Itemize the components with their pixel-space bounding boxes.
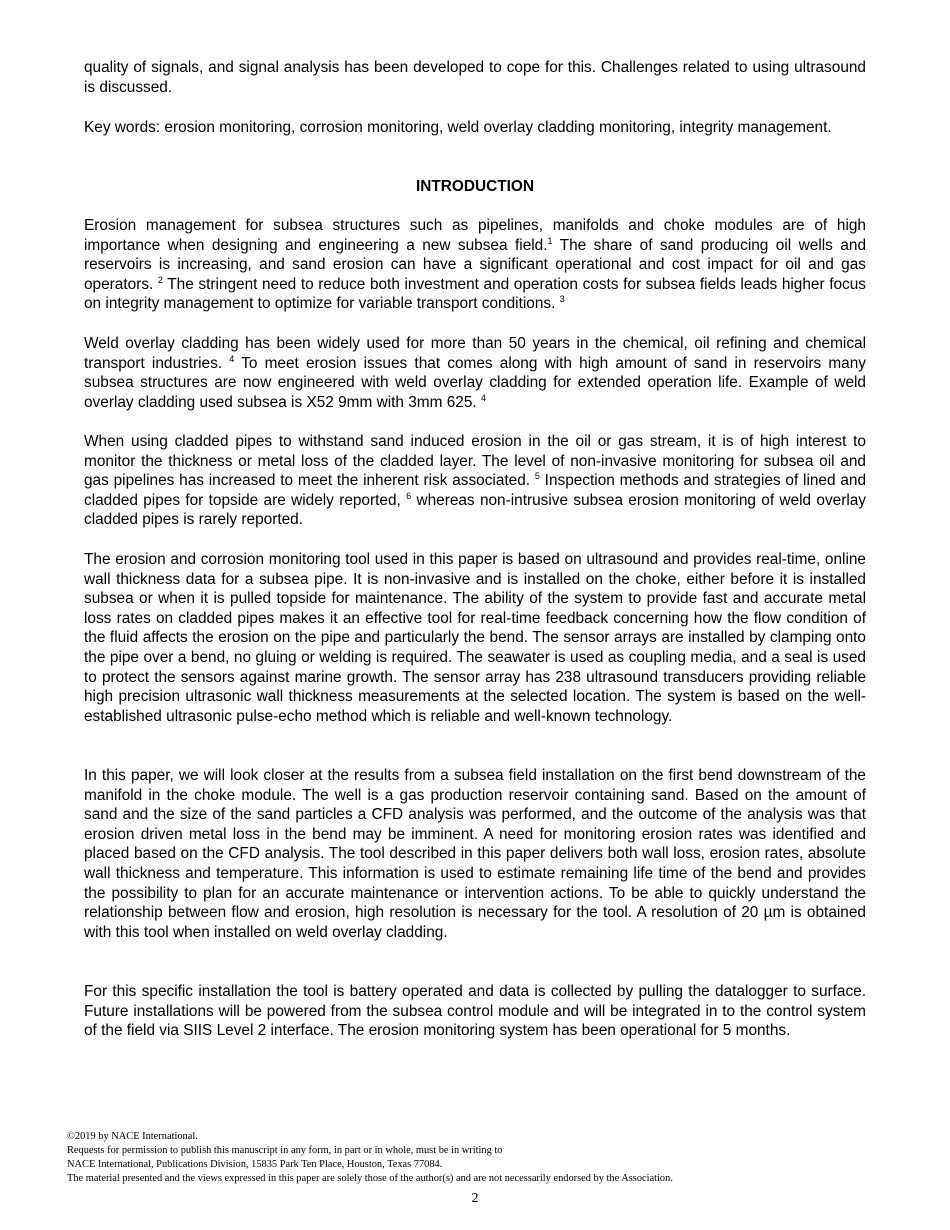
citation-3: 3 (559, 294, 565, 305)
paragraph-intro-6: For this specific installation the tool is battery operated and data is collected by pulling the datalogger to surface. Future installations will be powered from the subsea control module and will be integrated in to the control system of the field via SIIS Level 2 interface. The erosion monitoring system has been operational for 5 months. (84, 983, 866, 1040)
paragraph-intro-5: In this paper, we will look closer at the results from a subsea field installation on the first bend downstream of the manifold in the choke module. The well is a gas production reservoir containing sand. Based on the amount of sand and the size of the sand particles a CFD analysis was performed, and the outcome of the analysis was that erosion driven metal loss in the bend may be imminent. A need for monitoring erosion rates was identified and placed based on the CFD analysis. The tool described in this paper delivers both wall loss, erosion rates, absolute wall thickness and temperature. This information is used to estimate remaining life time of the bend and provides the possibility to plan for an accurate maintenance or intervention actions. To be able to quickly understand the relationship between flow and erosion, high resolution is necessary for the tool. A resolution of 20 µm is obtained with this tool when installed on weld overlay cladding. (84, 767, 866, 941)
citation-4: 4 (229, 353, 235, 364)
footer-line: NACE International, Publications Division, 15835 Park Ten Place, Houston, Texas 77084. (67, 1159, 443, 1170)
citation-6: 6 (406, 490, 412, 501)
section-heading-introduction: INTRODUCTION (416, 178, 534, 195)
footer-line: Requests for permission to publish this manuscript in any form, in part or in whole, must be in writing to (67, 1145, 503, 1156)
paragraph-keywords: Key words: erosion monitoring, corrosion monitoring, weld overlay cladding monitoring, integrity management. (84, 119, 832, 136)
footer-line: ©2019 by NACE International. (67, 1131, 198, 1142)
paragraph-intro-3: When using cladded pipes to withstand sand induced erosion in the oil or gas stream, it is of high interest to monitor the thickness or metal loss of the cladded layer. The level of non-invasive monitoring for subsea oil and gas pipelines has increased to meet the inherent risk associated. $^5$ Inspection methods and strategies of lined and cladded pipes for topside are widely reported, $^6$ whereas non-intrusive subsea erosion monitoring of weld overlay cladded pipes is rarely reported. (84, 433, 867, 529)
footer-line: The material presented and the views expressed in this paper are solely those of the author(s) and are not necessarily endorsed by the Association. (67, 1173, 673, 1184)
copyright-footer (67, 1130, 887, 1186)
page-number: 2 (471, 1191, 479, 1206)
citation-5: 5 (534, 471, 540, 482)
paragraph-intro-4: The erosion and corrosion monitoring tool used in this paper is based on ultrasound and provides real-time, online wall thickness data for a subsea pipe. It is non-invasive and is installed on the choke, either before it is installed subsea or when it is pulled topside for maintenance. The ability of the system to provide fast and accurate metal loss rates on cladded pipes makes it an effective tool for real-time feedback concerning how the flow condition of the fluid affects the erosion on the pipe and particularly the bend. The sensor arrays are installed by clamping onto the pipe over a bend, no gluing or welding is required. The seawater is used as coupling media, and a seal is used to protect the sensors against marine growth. The sensor array has 238 ultrasound transducers providing reliable high precision ultrasonic wall thickness measurements at the selected location. The system is based on the well-established ultrasonic pulse-echo method which is reliable and well-known technology. (84, 551, 866, 725)
citation-1: 1 (547, 235, 553, 246)
paragraph-intro-1: Erosion management for subsea structures such as pipelines, manifolds and choke modules are of high importance when designing and engineering a new subsea field.$^1$ The share of sand producing oil wells and reservoirs is increasing, and sand erosion can have a significant operational and cost impact for oil and gas operators. $^2$ The stringent need to reduce both investment and operation costs for subsea fields leads higher focus on integrity management to optimize for variable transport conditions. $^3$ (84, 217, 867, 313)
citation-4b: 4 (480, 392, 486, 403)
paragraph-intro-2: Weld overlay cladding has been widely used for more than 50 years in the chemical, oil refining and chemical transport industries. $^4$ To meet erosion issues that comes along with high amount of sand in reservoirs many subsea structures are now engineered with weld overlay cladding for extended operation life. Example of weld overlay cladding used subsea is X52 9mm with 3mm 625. $^4$ (84, 335, 866, 411)
citation-2: 2 (157, 274, 163, 285)
paragraph-abstract-end: quality of signals, and signal analysis has been developed to cope for this. Challenges related to using ultrasound is discussed. (84, 59, 866, 96)
